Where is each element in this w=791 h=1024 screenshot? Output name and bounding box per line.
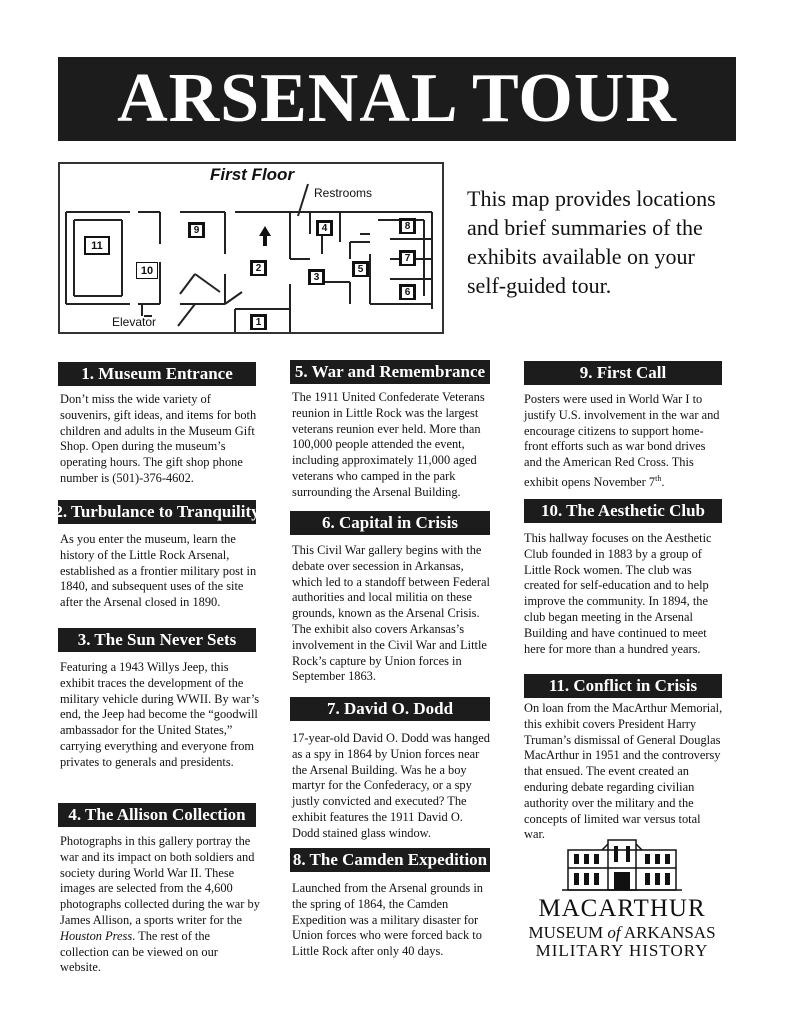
exhibit-3-heading: 3. The Sun Never Sets <box>58 628 256 652</box>
map-room-8: 8 <box>399 218 416 234</box>
exhibit-6-text: This Civil War gallery begins with the debate over secession in Arkansas, which led to a standoff between Federal authorities and local militia on these grounds, known as the Arsenal Crisis. The exhibit also covers Arkansas’s involvement in the Civil War and Little Rock’s capture by Union forces in September 1863. <box>292 543 490 684</box>
logo-line-3: MILITARY HISTORY <box>535 941 709 960</box>
map-room-4: 4 <box>316 220 333 236</box>
exhibit-5-heading: 5. War and Remembrance <box>290 360 490 384</box>
exhibit-11-text: On loan from the MacArthur Memorial, this exhibit covers President Harry Truman’s dismissal of General Douglas MacArthur in 1951 and the controversy that ensued. The event created an enduring debate regarding civilian authority over the military and the concepts of limited war versus total war. <box>524 701 723 842</box>
exhibit-8-heading: 8. The Camden Expedition <box>290 848 490 872</box>
floor-plan-walls <box>60 164 442 332</box>
logo-line-2: MUSEUM of ARKANSAS <box>528 923 716 942</box>
macarthur-museum-logo <box>522 836 722 968</box>
exhibit-4-heading: 4. The Allison Collection <box>58 803 256 827</box>
exhibit-2-text: As you enter the museum, learn the history of the Little Rock Arsenal, established as a frontier military post in 1840, and subsequent uses of the site after the Arsenal closed in 1890. <box>60 532 257 610</box>
exhibit-1-heading: 1. Museum Entrance <box>58 362 256 386</box>
map-room-11: 11 <box>84 236 110 255</box>
map-room-7: 7 <box>399 250 416 266</box>
elevator-label: Elevator <box>112 315 157 329</box>
exhibit-2-heading: 2. Turbulance to Tranquility <box>58 500 256 524</box>
floor-map <box>58 162 444 334</box>
map-room-6: 6 <box>399 284 416 300</box>
exhibit-3-text: Featuring a 1943 Willys Jeep, this exhibit traces the development of the military vehicle during WWII. By war’s end, the Jeep had become the “goodwill ambassador for the United States,” carrying everything and everyone from privates to generals and presidents. <box>60 660 260 769</box>
map-room-10: 10 <box>136 262 158 279</box>
exhibit-6-heading: 6. Capital in Crisis <box>290 511 490 535</box>
restrooms-label: Restrooms <box>314 186 373 200</box>
map-floor-label: First Floor <box>210 165 295 184</box>
logo-line-1: MACARTHUR <box>538 895 706 922</box>
intro-text: This map provides locations and brief summaries of the exhibits available on your self-guided tour. <box>467 186 716 298</box>
arsenal-building-icon <box>522 836 722 896</box>
page-title: ARSENAL TOUR <box>58 57 736 141</box>
exhibit-4-text: Photographs in this gallery portray the war and its impact on both soldiers and society during World War II. These images are selected from the 4,600 photographs collected during the war by James Allison, a sports writer for the Houston Press. The rest of the collection can be viewed on our website. <box>60 834 260 975</box>
map-room-5: 5 <box>352 261 369 277</box>
exhibit-9-heading: 9. First Call <box>524 361 722 385</box>
map-room-9: 9 <box>188 222 205 238</box>
exhibit-11-heading: 11. Conflict in Crisis <box>524 674 722 698</box>
exhibit-8-text: Launched from the Arsenal grounds in the spring of 1864, the Camden Expedition was a military disaster for Union forces who were forced back to Little Rock after only 40 days. <box>292 881 483 959</box>
exhibit-10-text: This hallway focuses on the Aesthetic Club founded in 1883 by a group of Little Rock women. The club was created for self-education and to help improve the community. In 1894, the club began meeting in the Arsenal Building and have continued to meet here for more than a hundred years. <box>524 531 712 656</box>
exhibit-1-text: Don’t miss the wide variety of souvenirs, gift ideas, and items for both children and adults in the Museum Gift Shop. Open during the museum’s operating hours. The gift shop phone number is (501)-376-4602. <box>60 392 257 485</box>
map-room-2: 2 <box>250 260 267 276</box>
map-room-3: 3 <box>308 269 325 285</box>
exhibit-5-text: The 1911 United Confederate Veterans reunion in Little Rock was the largest veterans reunion ever held. More than 100,000 people attended the event, including approximately 11,000 aged veterans who camped in the park surrounding the Arsenal Building. <box>292 390 485 499</box>
exhibit-9-text: Posters were used in World War I to justify U.S. involvement in the war and encourage citizens to support home-front efforts such as war bond drives and the American Red Cross. This exhibit opens November 7th. <box>524 392 720 490</box>
exhibit-10-heading: 10. The Aesthetic Club <box>524 499 722 523</box>
exhibit-7-text: 17-year-old David O. Dodd was hanged as a spy in 1864 by Union forces near the Arsenal Building. Was he a boy martyr for the Confederacy, or a spy justly convicted and executed? The exhibit features the 1911 David O. Dodd stained glass window. <box>292 731 490 840</box>
map-room-1: 1 <box>250 314 267 330</box>
exhibit-7-heading: 7. David O. Dodd <box>290 697 490 721</box>
